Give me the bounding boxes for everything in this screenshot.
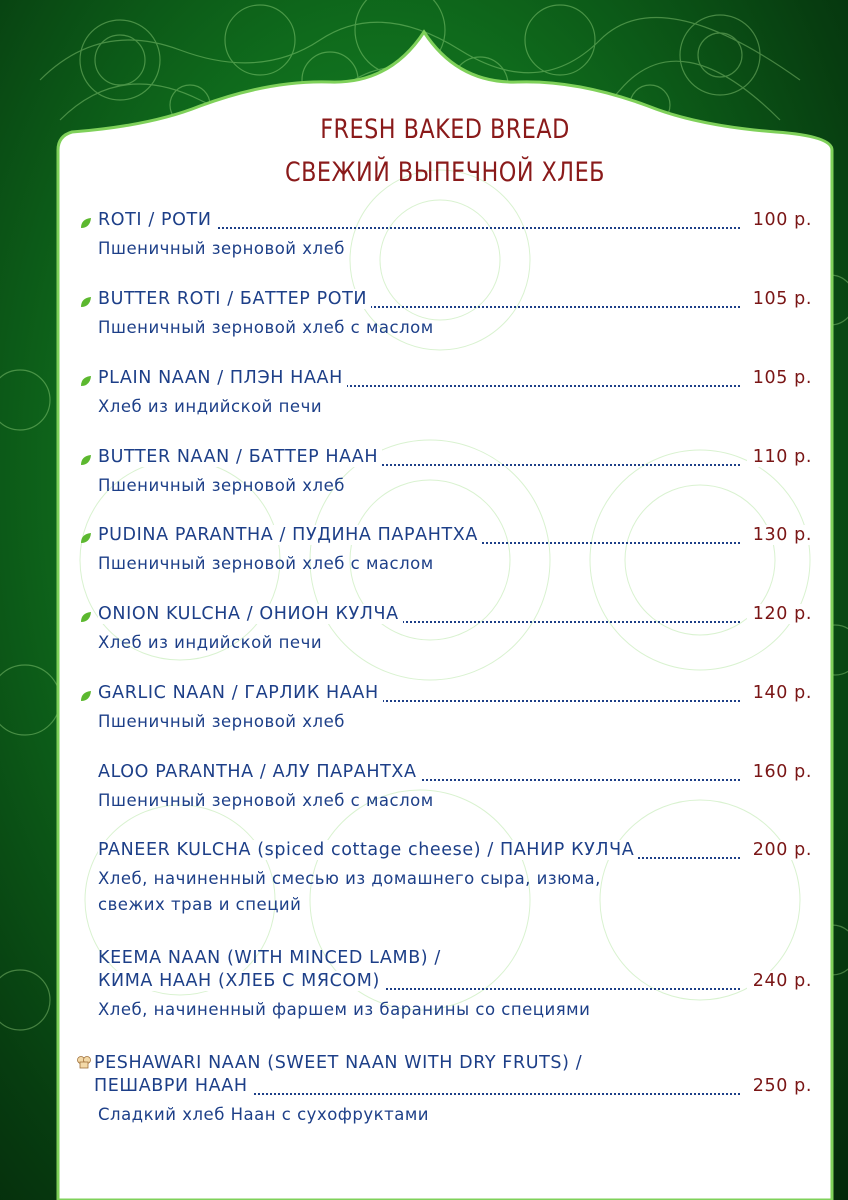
item-price: 240 р. (747, 971, 812, 991)
menu-item (60, 289, 820, 341)
item-name: PLAIN NAAN / ПЛЭН НААН (98, 368, 347, 388)
item-description: Пшеничный зерновой хлеб с маслом (98, 791, 434, 810)
item-name: ONION KULCHA / ОНИОН КУЛЧА (98, 604, 403, 624)
menu-item (60, 447, 820, 499)
item-name: GARLIC NAAN / ГАРЛИК НААН (98, 683, 383, 703)
menu-content (60, 0, 830, 1200)
menu-item (60, 683, 820, 735)
item-name: BUTTER ROTI / БАТТЕР РОТИ (98, 289, 371, 309)
item-description: Хлеб из индийской печи (98, 397, 323, 416)
item-name: PANEER KULCHA (spiced cottage cheese) / ПАНИР КУЛЧА (98, 840, 638, 860)
item-description: Пшеничный зерновой хлеб с маслом (98, 554, 434, 573)
item-price: 200 р. (747, 840, 812, 860)
item-name: ROTI / РОТИ (98, 210, 216, 230)
leaf-icon (80, 690, 92, 702)
item-price: 140 р. (747, 683, 812, 703)
item-price: 110 р. (747, 447, 812, 467)
item-description: Хлеб, начиненный фаршем из баранины со специями (98, 1000, 591, 1019)
chef-hat-icon (76, 1055, 92, 1069)
item-description: Пшеничный зерновой хлеб (98, 476, 345, 495)
menu-item (60, 210, 820, 262)
item-price: 105 р. (747, 368, 812, 388)
menu-item (60, 1050, 820, 1128)
menu-item (60, 368, 820, 420)
item-description: Хлеб, начиненный смесью из домашнего сыра, изюма, (98, 869, 601, 888)
menu-item (60, 945, 820, 1023)
leaf-icon (80, 375, 92, 387)
item-description: Пшеничный зерновой хлеб (98, 239, 345, 258)
item-name: ALOO PARANTHA / АЛУ ПАРАНТХА (98, 762, 421, 782)
item-name: ПЕШАВРИ НААН (94, 1076, 252, 1096)
leaf-icon (80, 454, 92, 466)
item-description: свежих трав и специй (98, 895, 302, 914)
menu-item (60, 525, 820, 577)
leaf-icon (80, 217, 92, 229)
leaf-icon (80, 611, 92, 623)
item-description: Хлеб из индийской печи (98, 633, 323, 652)
title-english: FRESH BAKED BREAD (320, 114, 570, 145)
item-name: PESHAWARI NAAN (SWEET NAAN WITH DRY FRUTS) / (94, 1053, 583, 1073)
item-name: BUTTER NAAN / БАТТЕР НААН (98, 447, 382, 467)
title-russian: СВЕЖИЙ ВЫПЕЧНОЙ ХЛЕБ (285, 157, 605, 188)
item-description: Пшеничный зерновой хлеб с маслом (98, 318, 434, 337)
leaf-icon (80, 296, 92, 308)
menu-item (60, 840, 820, 918)
item-price: 100 р. (747, 210, 812, 230)
leaf-icon (80, 532, 92, 544)
menu-item (60, 604, 820, 656)
item-name: PUDINA PARANTHA / ПУДИНА ПАРАНТХА (98, 525, 482, 545)
item-description: Сладкий хлеб Наан с сухофруктами (98, 1105, 430, 1124)
item-description: Пшеничный зерновой хлеб (98, 712, 345, 731)
item-price: 160 р. (747, 762, 812, 782)
item-name: KEEMA NAAN (WITH MINCED LAMB) / (98, 948, 441, 968)
item-price: 105 р. (747, 289, 812, 309)
item-price: 130 р. (747, 525, 812, 545)
menu-item (60, 762, 820, 814)
item-price: 250 р. (747, 1076, 812, 1096)
item-price: 120 р. (747, 604, 812, 624)
item-name: КИМА НААН (ХЛЕБ С МЯСОМ) (98, 971, 384, 991)
